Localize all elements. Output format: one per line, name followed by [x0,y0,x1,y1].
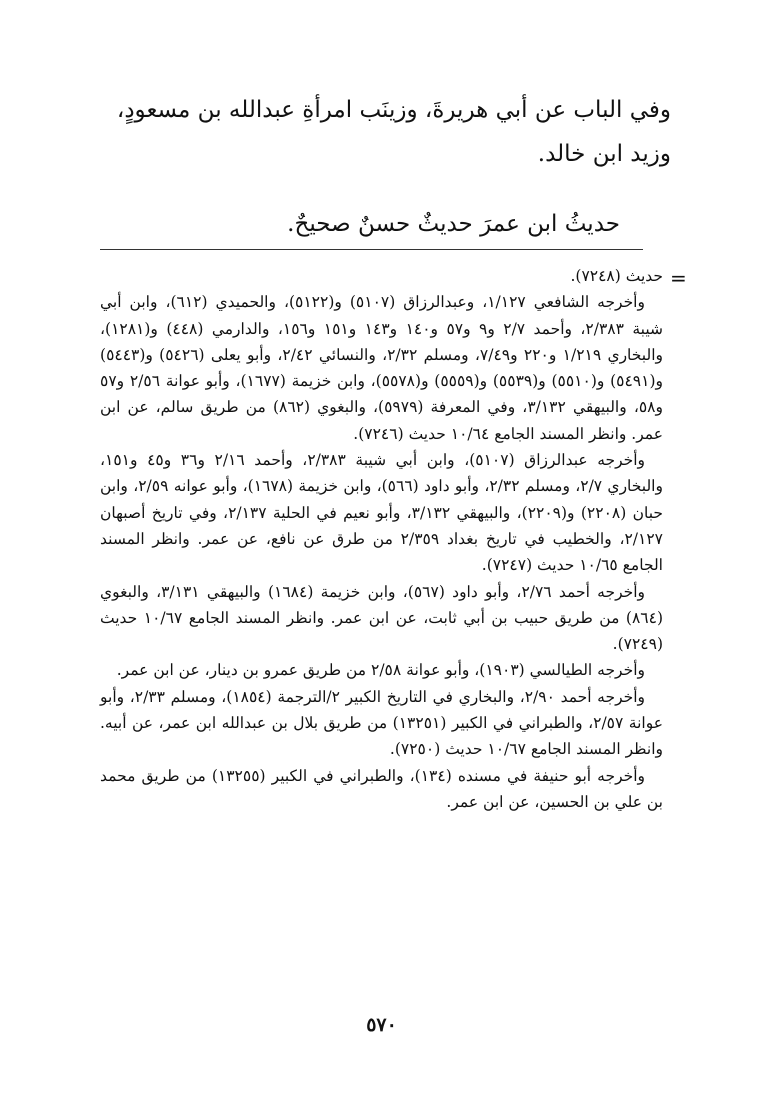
footnote-paragraph: وأخرجه الطيالسي (١٩٠٣)، وأبو عوانة ٢/٥٨ من طريق عمرو بن دينار، عن ابن عمر. [116,661,645,680]
footnote-paragraph: وأخرجه أحمد ٢/٧٦، وأبو داود (٥٦٧)، وابن خزيمة (١٦٨٤) والبيهقي ٣/١٣١، والبغوي (٨٦٤) من طريق حبيب بن أبي ثابت، عن ابن عمر. وانظر المسند الجامع ١٠/٦٧ حديث (٧٢٤٩). [100,582,663,654]
footnote-divider [100,249,643,250]
footnote-paragraph: وأخرجه الشافعي ١/١٢٧، وعبدالرزاق (٥١٠٧) و(٥١٢٢)، والحميدي (٦١٢)، وابن أبي شيبة ٢/٣٨٣، وأحمد ٢/٧ و٩ و٥٧ و١٤٠ و١٤٣ و١٥١ و١٥٦، والدارمي (٤٤٨) و(١٢٨١)، والبخاري ١/٢١٩ و٢٢٠ و٧/٤٩، ومسلم ٢/٣٢، والنسائي ٢/٤٢، وأبو يعلى (٥٤٢٦) و(٥٤٤٣) و(٥٤٩١) و(٥٥١٠) و(٥٥٣٩) و(٥٥٥٩) و(٥٥٧٨)، وابن خزيمة (١٦٧٧)، وأبو عوانة ٢/٥٦ و٥٧ و٥٨، والبيهقي ٣/١٣٢، وفي المعرفة (٥٩٧٩)، والبغوي (٨٦٢) من طريق سالم، عن ابن عمر. وانظر المسند الجامع ١٠/٦٤ حديث (٧٢٤٦). [100,293,664,443]
footnote-paragraph: وأخرجه أبو حنيفة في مسنده (١٣٤)، والطبراني في الكبير (١٣٢٥٥) من طريق محمد بن علي بن الحسين، عن ابن عمر. [100,766,663,811]
footnotes [100,263,663,815]
continuation-marker: = [670,266,687,290]
hadith-grading: حديثُ ابن عمرَ حديثٌ حسنٌ صحيحٌ. [287,211,620,237]
page-number: ٥٧٠ [366,1014,397,1036]
footnote-paragraph: وأخرجه عبدالرزاق (٥١٠٧)، وابن أبي شيبة ٢/٣٨٣، وأحمد ٢/١٦ و٣٦ و٤٥ و١٥١، والبخاري ٢/٧، ومسلم ٢/٣٢، وأبو داود (٥٦٦)، وابن خزيمة (١٦٧٨)، وأبو عوانه ٢/٥٩، وابن حبان (٢٢٠٨) و(٢٢٠٩)، والبيهقي ٣/١٣٢، وأبو نعيم في الحلية ٢/١٣٧، وفي تاريخ أصبهان ٢/١٢٧، والخطيب في تاريخ بغداد ٢/٣٥٩ من طرق عن نافع، عن عمر. وانظر المسند الجامع ١٠/٦٥ حديث (٧٢٤٧). [100,451,664,575]
hadith-text: وفي الباب عن أبي هريرةَ، وزينَب امرأةِ عبدالله بن مسعودٍ، وزيد ابن خالد. [116,97,671,167]
footnote-paragraph: حديث (٧٢٤٨). [570,267,663,285]
footnote-paragraph: وأخرجه أحمد ٢/٩٠، والبخاري في التاريخ الكبير ٢/الترجمة (١٨٥٤)، ومسلم ٢/٣٣، وأبو عوانة ٢/٥٧، والطبراني في الكبير (١٣٢٥١) من طريق بلال بن عبدالله ابن عمر، عن أبيه. وانظر المسند الجامع ١٠/٦٧ حديث (٧٢٥٠). [100,687,663,759]
